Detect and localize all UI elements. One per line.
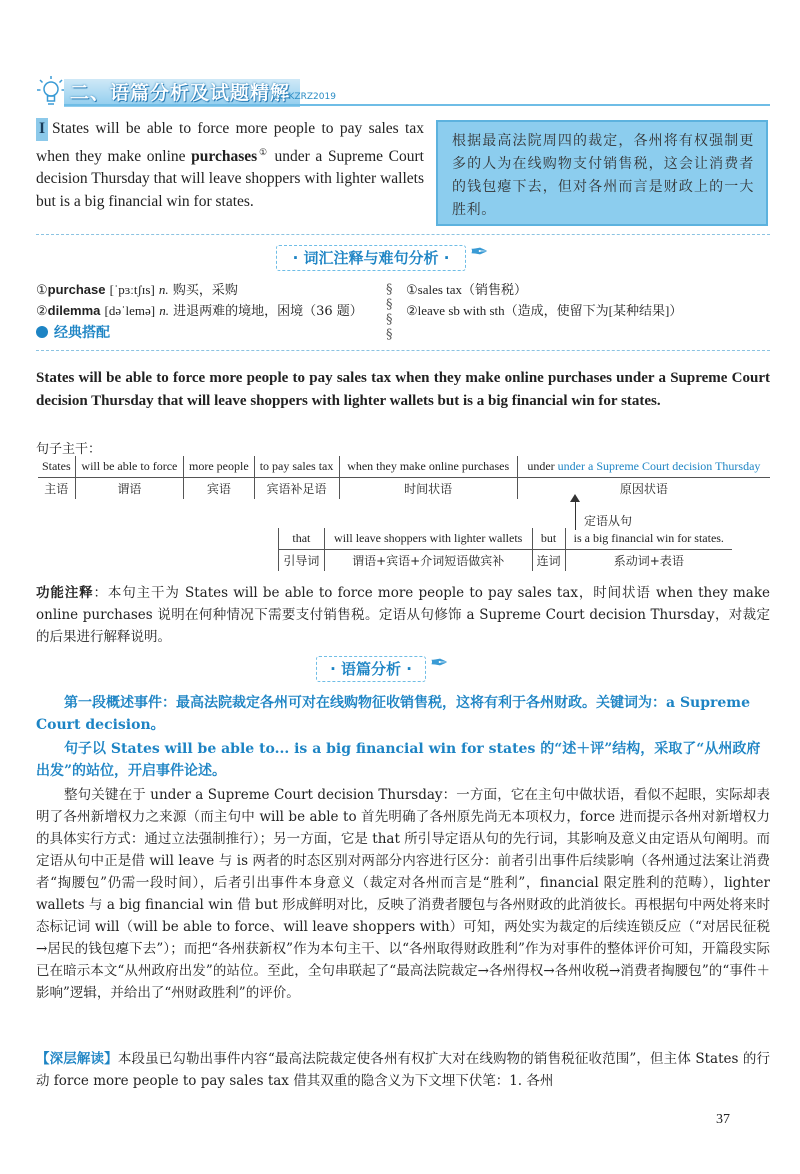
vocab-word: purchases — [191, 147, 258, 165]
vocab-item: ①purchase [ˈpɜːtʃɪs] n. 购买，采购 — [36, 282, 238, 298]
summary-2: 句子以 States will be able to... is a big financial win for states 的“述＋评”结构，采取了“从州政府出发”的站位，开启事件论述。 — [36, 741, 761, 779]
vocab-list-right — [406, 280, 770, 322]
bullet-dot-icon — [36, 326, 48, 338]
column-divider: § § § § — [386, 282, 393, 342]
header-underline — [64, 104, 770, 106]
section-header-title: 二、语篇分析及试题精解 — [64, 79, 300, 107]
vocab-item: ②leave sb with sth（造成，使留下为[某种结果]） — [406, 303, 683, 319]
sentence-structure-table-clause: that will leave shoppers with lighter wallets but is a big financial win for states. 引导词 谓语+宾语+介词短语做宾补 连词 系动词+表语 — [278, 528, 732, 571]
analyzed-sentence: States will be able to force more people to pay sales tax when they make online purchases under a Supreme Court decision Thursday that will leave shoppers with lighter wallets but is a big financial win for states. — [36, 370, 770, 409]
paragraph-english: I States will be able to force more people to pay sales tax when they make online purchases① under a Supreme Court decision Thursday that will leave shoppers with lighter wallets but is a big financial win for states. — [36, 120, 424, 210]
quill-icon: ✒ — [470, 240, 489, 265]
vocab-item: ①sales tax（销售税） — [406, 282, 528, 298]
deep-reading: 【深层解读】本段虽已勾勒出事件内容“最高法院裁定使各州有权扩大对在线购物的销售税征收范围”，但主体 States 的行动 force more people to pay sales tax 借其双重的隐含义为下文埋下伏笔：1. 各州 — [36, 1051, 771, 1089]
vocab-item: ②dilemma [dəˈlemə] n. 进退两难的境地，困境（36 题） — [36, 303, 363, 319]
summary-1: 第一段概述事件：最高法院裁定各州可对在线购物征收销售税，这将有利于各州财政。关键词为：a Supreme Court decision。 — [36, 695, 751, 733]
arrow-line — [575, 500, 576, 530]
bulb-icon — [36, 74, 66, 112]
footnote-mark: ① — [257, 146, 269, 157]
vocab-section-title: · 词汇注释与难句分析 · — [276, 245, 466, 271]
dashed-divider — [36, 234, 770, 235]
dashed-divider — [36, 350, 770, 351]
paragraph-numeral: I — [36, 118, 48, 141]
page-number: 37 — [716, 1112, 730, 1127]
trunk-label: 句子主干： — [36, 442, 102, 457]
clause-label: 定语从句 — [584, 514, 633, 528]
quill-icon: ✒ — [430, 651, 449, 676]
watermark-tag: vx: KZRZ2019 — [272, 92, 336, 102]
discourse-section-title: · 语篇分析 · — [316, 656, 426, 682]
vocab-list-left — [36, 280, 381, 322]
sentence-structure-table-main: States will be able to force more people to pay sales tax when they make online purchases under under a Supreme Court decision Thursday 主语 谓语 宾语 宾语补足语 时间状语 原因状语 — [38, 456, 770, 499]
collocation-heading: 经典搭配 — [36, 322, 110, 342]
translation-box: 根据最高法院周四的裁定，各州将有权强制更多的人为在线购物支付销售税，这会让消费者的钱包瘪下去，但对各州而言是财政上的一大胜利。 — [436, 120, 768, 226]
function-note: 功能注释：本句主干为 States will be able to force more people to pay sales tax，时间状语 when they make online purchases 说明在何种情况下需要支付销售税。定语从句修饰 a Supreme Court decision Thursday，对裁定的后果进行解释说明。 — [36, 585, 771, 645]
analysis-body: 整句关键在于 under a Supreme Court decision Thursday：一方面，它在主句中做状语，看似不起眼，实际却表明了各州新增权力之来源（而主句中 will be able to 首先明确了各州原先尚无本项权力，force 进而提示各州对新增权力的具体实行方式：通过立法强制推行）；另一方面，它是 that 所引导定语从句的先行词，其影响及意义由定语从句阐明。而定语从句中正是借 will leave 与 is 两者的时态区别对两部分内容进行区分：前者引出事件后续影响（各州通过法案让消费者“掏腰包”仍需一段时间），后者引出事件本身意义（裁定对各州而言是“胜利”，financial 限定胜利的范畴），lighter wallets 与 a big financial win 借 but 形成鲜明对比，反映了消费者腰包与各州财政的此消彼长。再根据句中两处将来时态标记词 will（will be able to force、will leave shoppers with）可知，两处实为裁定的后续连锁反应（“对居民征税→居民的钱包瘪下去”）；而把“各州获新权”作为本句主干、以“各州取得财政胜利”作为对事件的整体评价可知，开篇段实际已在暗示本文“从州政府出发”的站位。至此，全句串联起了“最高法院裁定→各州得权→各州收税→消费者掏腰包”的“事件＋影响”逻辑，并给出了“州财政胜利”的评价。 — [36, 787, 770, 1001]
